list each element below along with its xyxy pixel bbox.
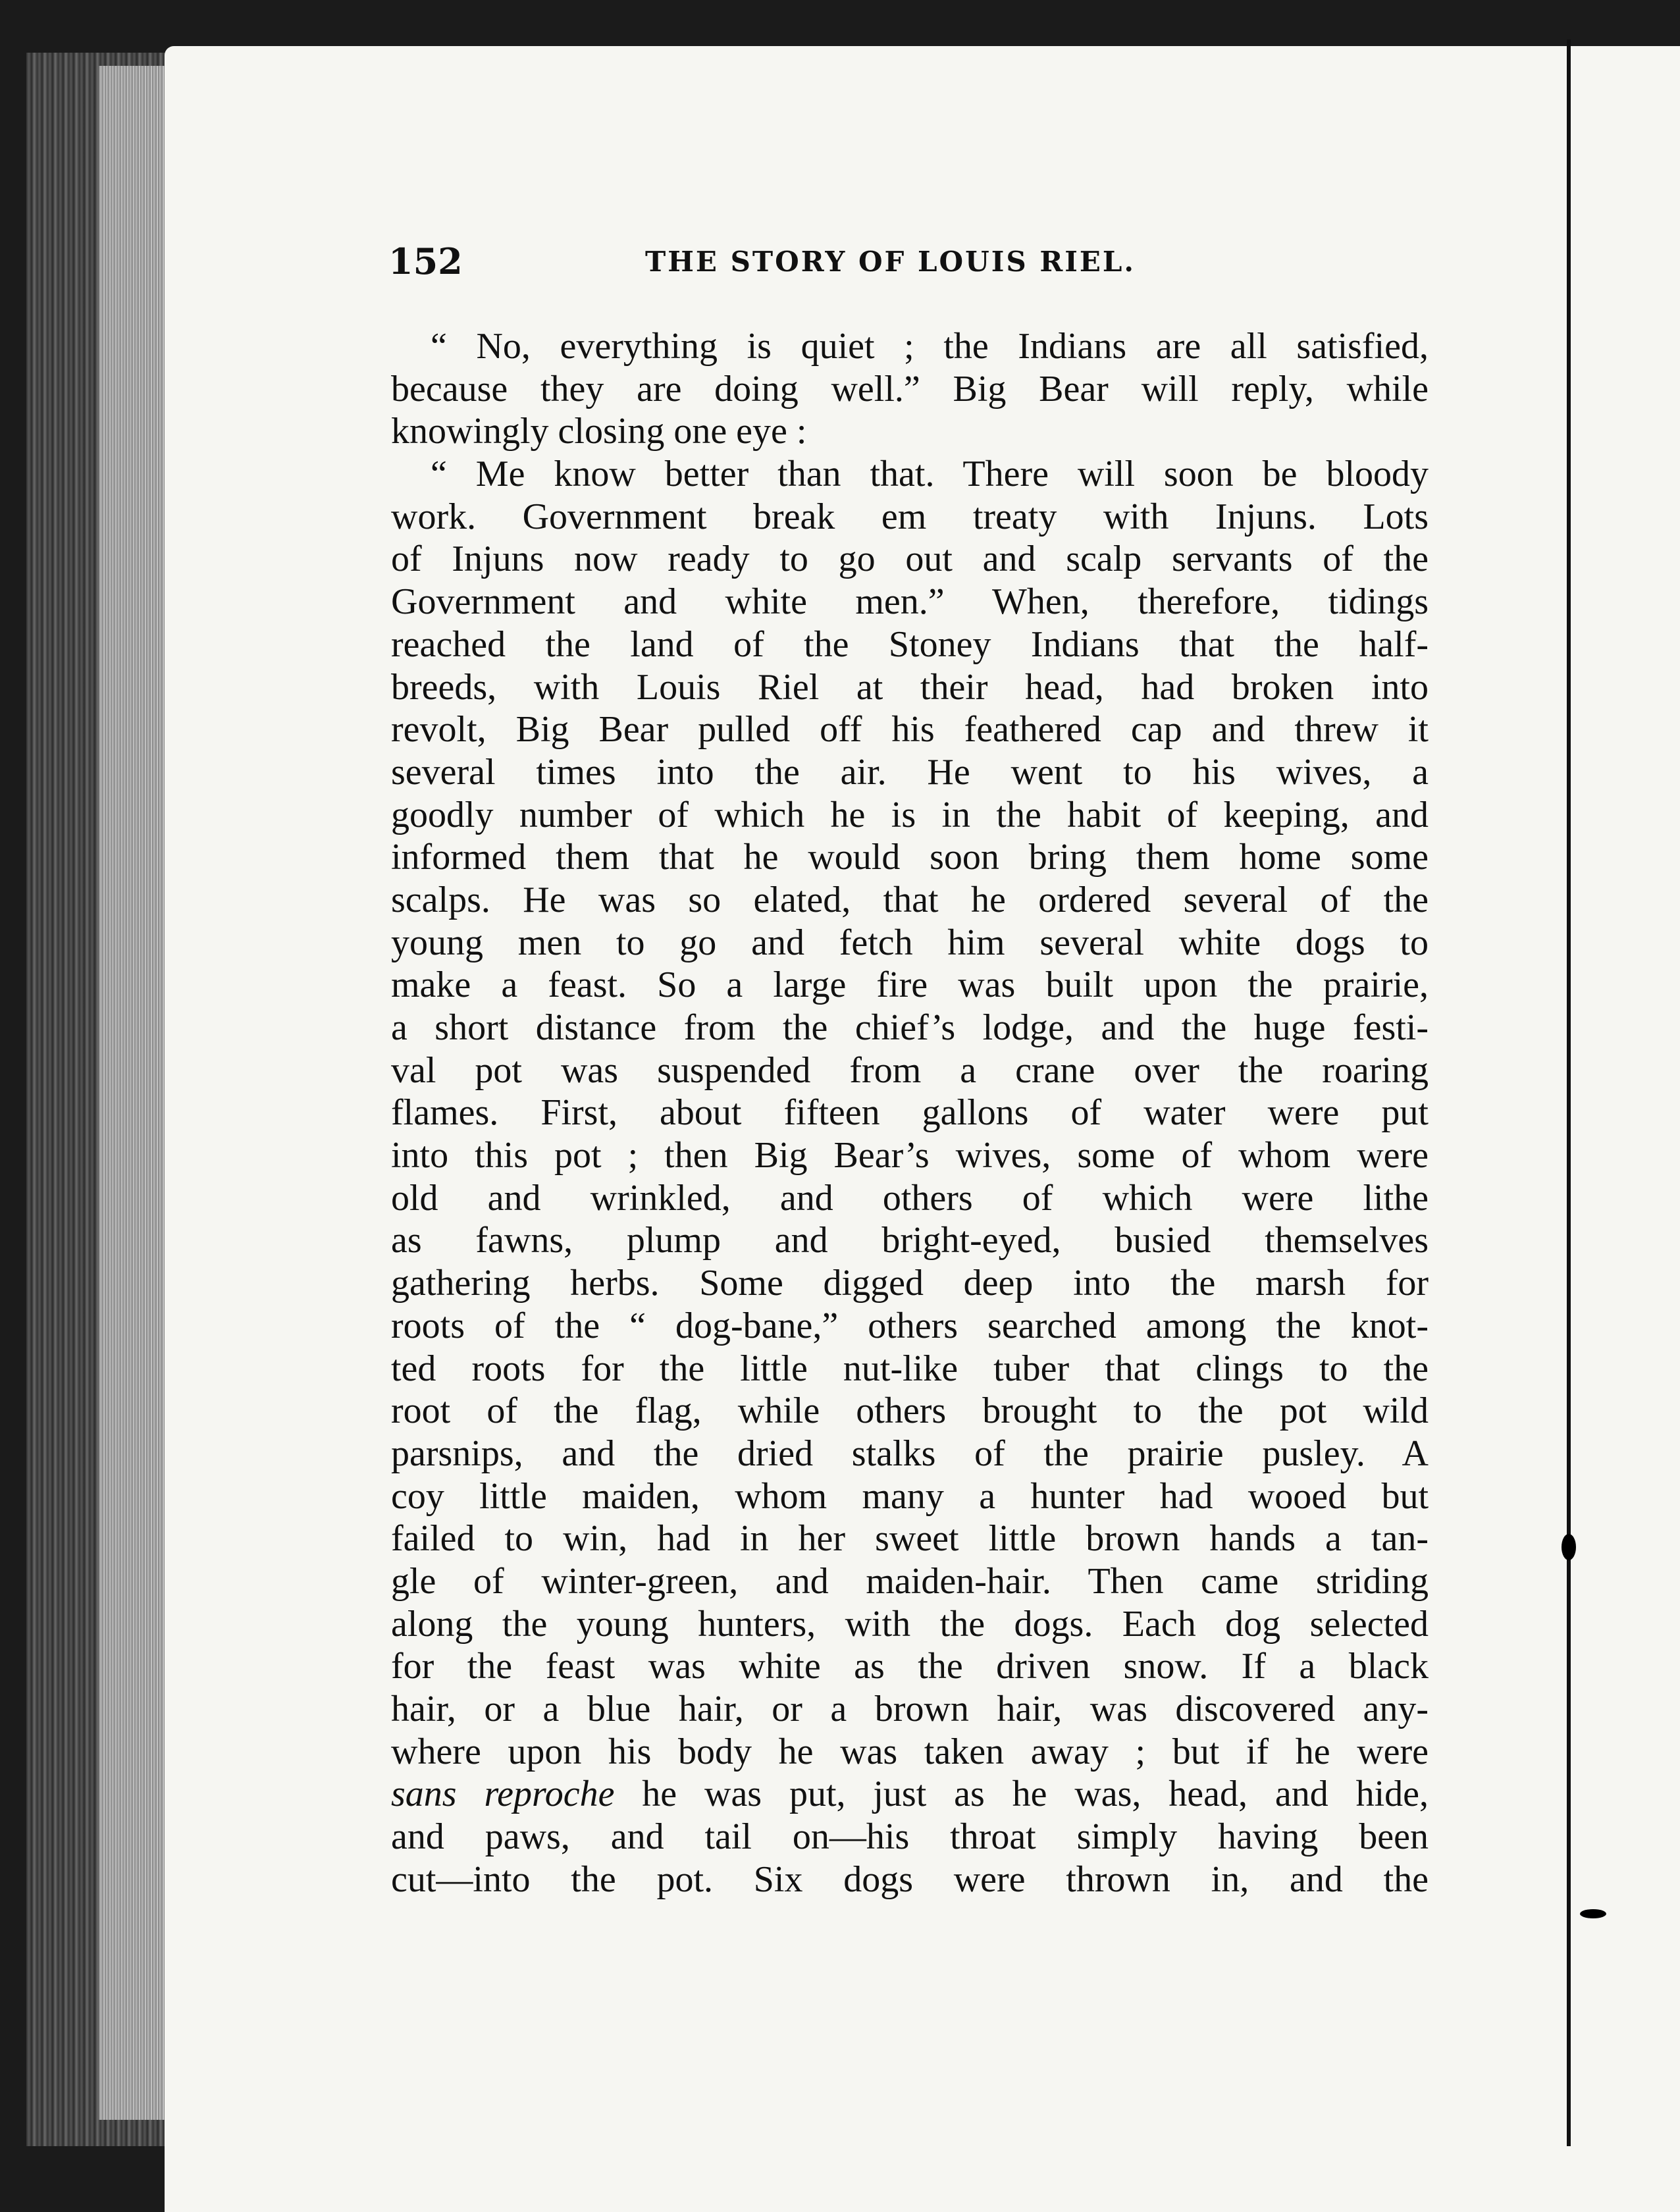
text-line: revolt, Big Bear pulled off his feathered cap and threw it bbox=[391, 709, 1429, 750]
text-line: root of the flag, while others brought to the pot wild bbox=[391, 1390, 1429, 1432]
text-line: reached the land of the Stoney Indians that the half- bbox=[391, 623, 1429, 665]
body-text bbox=[391, 325, 1429, 1901]
text-line: gle of winter-green, and maiden-hair. Then came striding bbox=[391, 1560, 1429, 1602]
margin-mark bbox=[1580, 1909, 1606, 1918]
text-line: as fawns, plump and bright-eyed, busied themselves bbox=[391, 1220, 1429, 1261]
text-line: knowingly closing one eye : bbox=[391, 411, 807, 452]
text-line: young men to go and fetch him several white dogs to bbox=[391, 922, 1429, 963]
italic-phrase: sans reproche bbox=[391, 1774, 615, 1815]
text-line: old and wrinkled, and others of which were lithe bbox=[391, 1177, 1429, 1219]
text-line: flames. First, about fifteen gallons of water were put bbox=[391, 1092, 1429, 1134]
text-line: breeds, with Louis Riel at their head, had broken into bbox=[391, 666, 1429, 708]
page-header bbox=[388, 240, 1429, 293]
running-title: THE STORY OF LOUIS RIEL. bbox=[645, 246, 1136, 278]
right-margin-rule bbox=[1567, 40, 1571, 2146]
text-line: scalps. He was so elated, that he ordered several of the bbox=[391, 879, 1429, 920]
text-line: gathering herbs. Some digged deep into the marsh for bbox=[391, 1263, 1429, 1304]
text-line: work. Government break em treaty with Injuns. Lots bbox=[391, 496, 1429, 537]
text-line: of Injuns now ready to go out and scalp servants of the bbox=[391, 539, 1429, 580]
text-line: several times into the air. He went to his wives, a bbox=[391, 751, 1429, 793]
text-line: “ No, everything is quiet ; the Indians are all satisfied, bbox=[431, 326, 1429, 367]
text-line: failed to win, had in her sweet little brown hands a tan- bbox=[391, 1518, 1429, 1560]
text-line: coy little maiden, whom many a hunter had wooed but bbox=[391, 1475, 1429, 1517]
text-line: roots of the “ dog-bane,” others searched among the knot- bbox=[391, 1305, 1429, 1346]
text-line-rest: he was put, just as he was, head, and hide, bbox=[614, 1774, 1429, 1815]
text-line: where upon his body he was taken away ; but if he were bbox=[391, 1731, 1429, 1772]
text-line: Government and white men.” When, therefore, tidings bbox=[391, 581, 1429, 623]
text-line: parsnips, and the dried stalks of the prairie pusley. A bbox=[391, 1433, 1429, 1474]
text-line: “ Me know better than that. There will soon be bloody bbox=[431, 454, 1429, 495]
text-line: ted roots for the little nut-like tuber that clings to the bbox=[391, 1348, 1429, 1389]
text-line: hair, or a blue hair, or a brown hair, was discovered any- bbox=[391, 1689, 1429, 1729]
text-line-italic bbox=[391, 1773, 1429, 1816]
text-line: and paws, and tail on—his throat simply having been bbox=[391, 1816, 1429, 1858]
margin-mark bbox=[1562, 1534, 1576, 1560]
text-line: for the feast was white as the driven snow. If a black bbox=[391, 1646, 1429, 1687]
text-line: goodly number of which he is in the habit of keeping, and bbox=[391, 794, 1429, 835]
text-line: make a feast. So a large fire was built upon the prairie, bbox=[391, 964, 1429, 1006]
page-number: 152 bbox=[388, 240, 463, 282]
text-line: cut—into the pot. Six dogs were thrown in, and the bbox=[391, 1858, 1429, 1900]
text-line: informed them that he would soon bring them home some bbox=[391, 837, 1429, 878]
text-line: along the young hunters, with the dogs. Each dog selected bbox=[391, 1603, 1429, 1645]
text-line: because they are doing well.” Big Bear will reply, while bbox=[391, 368, 1429, 409]
text-line: a short distance from the chief’s lodge, and the huge festi- bbox=[391, 1007, 1429, 1048]
text-line: val pot was suspended from a crane over the roaring bbox=[391, 1049, 1429, 1091]
text-line: into this pot ; then Big Bear’s wives, some of whom were bbox=[391, 1135, 1429, 1176]
